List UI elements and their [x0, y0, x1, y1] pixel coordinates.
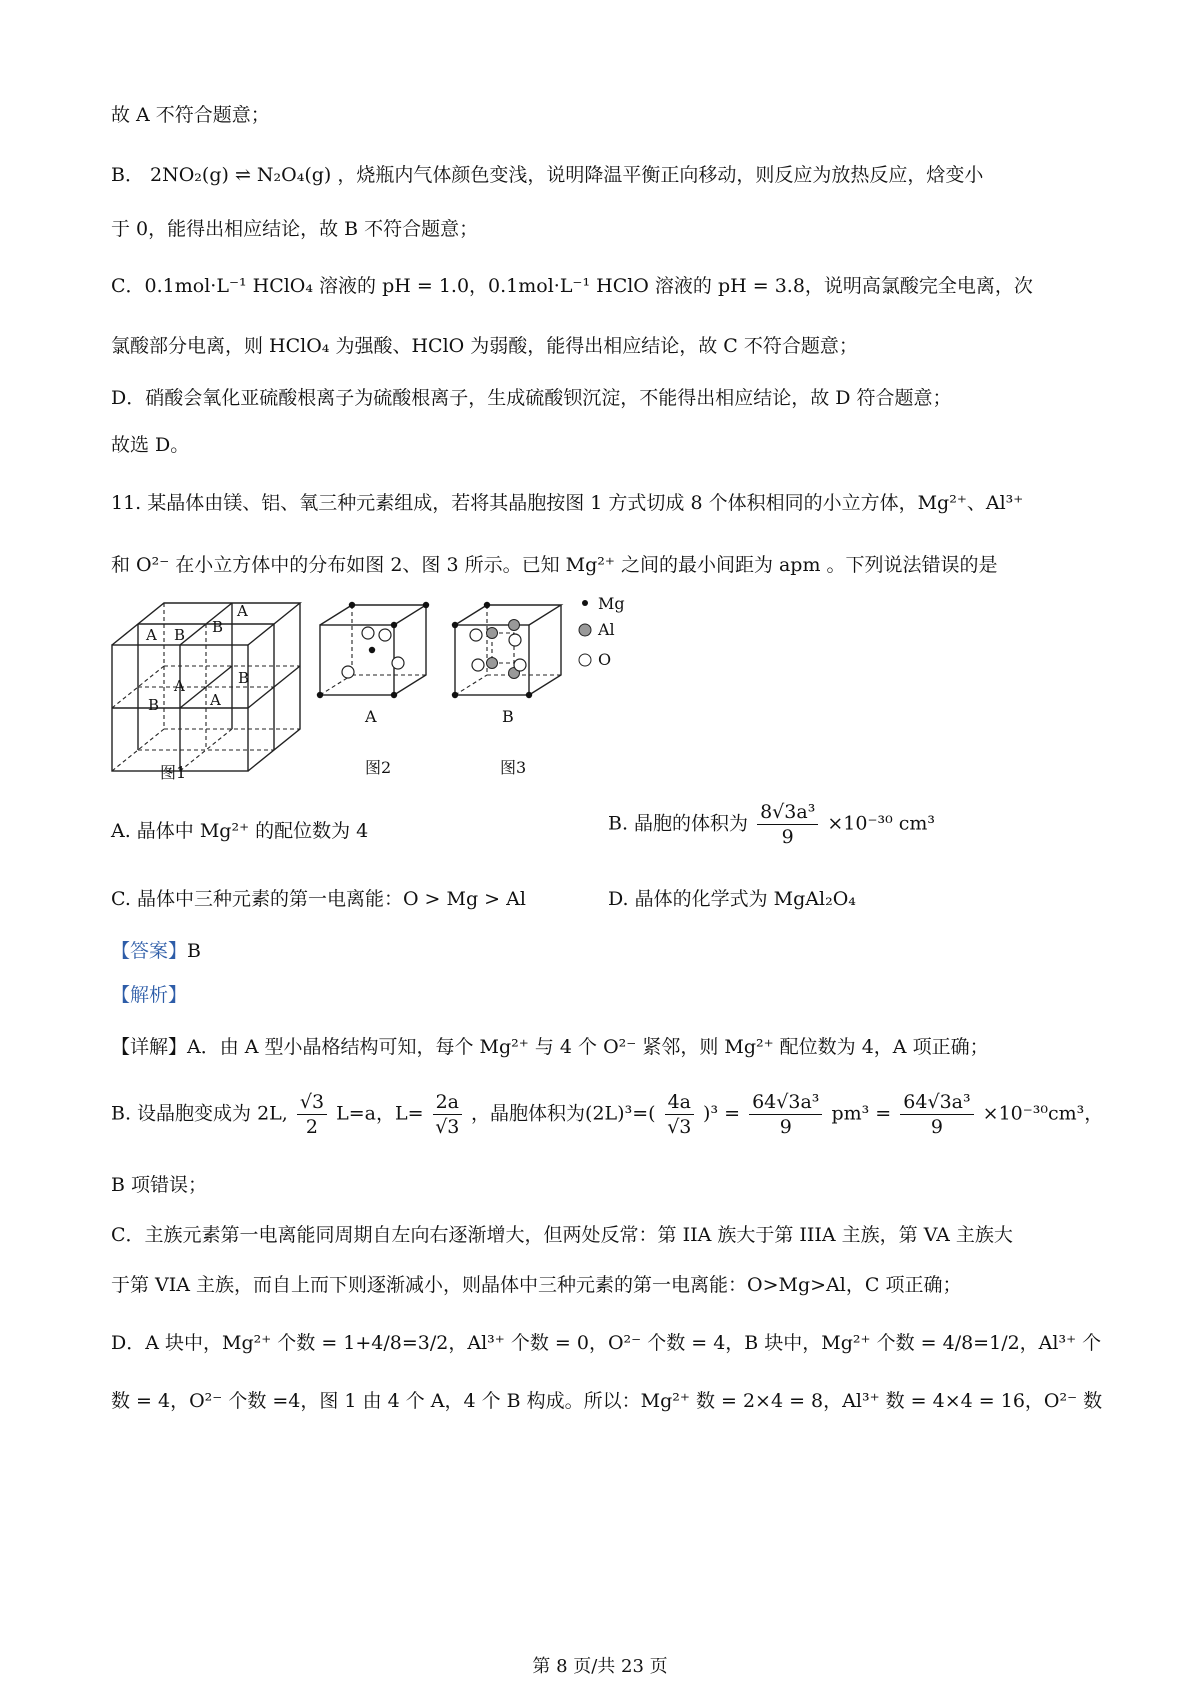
fig3-sublabel: B — [502, 707, 514, 726]
answer-line — [111, 938, 201, 964]
text-span: )³ = — [703, 1102, 741, 1125]
text-line: D．硝酸会氧化亚硫酸根离子为硫酸根离子，生成硫酸钡沉淀，不能得出相应结论，故 D 符合题意； — [111, 387, 952, 409]
cube-label: B — [148, 696, 160, 714]
text-span: ×10⁻³⁰cm³， — [982, 1102, 1104, 1125]
option-b-unit: ×10⁻³⁰ cm³ — [827, 812, 936, 835]
cube-label: A — [146, 626, 157, 644]
option-label: B． — [111, 164, 144, 186]
page-footer: 第 8 页/共 23 页 — [532, 1656, 668, 1677]
detail-line: 【详解】A．由 A 型小晶格结构可知，每个 Mg²⁺ 与 4 个 O²⁻ 紧邻，则 Mg²⁺ 配位数为 4，A 项正确； — [111, 1036, 989, 1058]
cube-label: A — [237, 602, 248, 620]
text-line: C．0.1mol·L⁻¹ HClO₄ 溶液的 pH = 1.0，0.1mol·L⁻¹ HClO 溶液的 pH = 3.8，说明高氯酸完全电离，次 — [111, 275, 1033, 297]
cube-label: B — [174, 626, 186, 644]
answer-value: B — [187, 940, 201, 962]
option-a: A. 晶体中 Mg²⁺ 的配位数为 4 — [111, 820, 369, 842]
fraction-denominator: √3 — [435, 1116, 460, 1138]
fraction-numerator: 2a — [433, 1090, 462, 1115]
detail-line: C．主族元素第一电离能同周期自左向右逐渐增大，但两处反常：第 IIA 族大于第 IIIA 主族，第 VA 主族大 — [111, 1224, 1013, 1246]
option-c: C. 晶体中三种元素的第一电离能：O > Mg > Al — [111, 888, 526, 910]
fig2-caption: 图2 — [365, 758, 392, 777]
fraction-numerator: 64√3a³ — [900, 1090, 973, 1115]
legend-al-label: Al — [598, 620, 615, 639]
text-line: 氯酸部分电离，则 HClO₄ 为强酸、HClO 为弱酸，能得出相应结论，故 C 不符合题意； — [111, 335, 858, 357]
fraction-denominator: 9 — [781, 826, 794, 848]
figure-3 — [455, 605, 561, 695]
detail-line: D．A 块中，Mg²⁺ 个数 = 1+4/8=3/2，Al³⁺ 个数 = 0，O²⁻ 个数 = 4，B 块中，Mg²⁺ 个数 = 4/8=1/2，Al³⁺ 个 — [111, 1332, 1102, 1354]
legend-al-dot — [579, 624, 591, 636]
answer-tag: 【答案】 — [111, 940, 188, 962]
detail-line: 数 = 4，O²⁻ 个数 =4，图 1 由 4 个 A，4 个 B 构成。所以：Mg²⁺ 数 = 2×4 = 8，Al³⁺ 数 = 4×4 = 16，O²⁻ 数 — [111, 1390, 1103, 1412]
fig2-sublabel: A — [365, 707, 377, 726]
legend-o-label: O — [598, 650, 612, 669]
cube-label: B — [212, 618, 224, 636]
fraction-denominator: √3 — [667, 1116, 692, 1138]
detail-line: B 项错误； — [111, 1174, 208, 1196]
fraction-numerator: 64√3a³ — [749, 1090, 822, 1115]
analysis-tag: 【解析】 — [111, 984, 188, 1006]
text-span: pm³ = — [831, 1102, 892, 1125]
legend-mg-dot — [582, 600, 588, 606]
question-text: 和 O²⁻ 在小立方体中的分布如图 2、图 3 所示。已知 Mg²⁺ 之间的最小间距为 apm 。下列说法错误的是 — [111, 554, 998, 576]
text-line — [111, 162, 983, 188]
fraction — [900, 1090, 973, 1139]
fraction-denominator: 2 — [305, 1116, 319, 1138]
fraction-numerator: 8√3a³ — [757, 800, 818, 825]
fig1-caption: 图1 — [160, 763, 187, 782]
fraction — [757, 800, 818, 849]
legend-mg-label: Mg — [598, 594, 625, 613]
cube-label: A — [174, 677, 185, 695]
cube-label: A — [210, 691, 221, 709]
option-d: D. 晶体的化学式为 MgAl₂O₄ — [608, 888, 856, 910]
text-line: 故选 D。 — [111, 434, 190, 456]
option-b-text: B. 晶胞的体积为 — [608, 812, 749, 835]
question-text: 11. 某晶体由镁、铝、氧三种元素组成，若将其晶胞按图 1 方式切成 8 个体积相同的小立方体，Mg²⁺、Al³⁺ — [111, 492, 1024, 514]
legend-o-dot — [579, 654, 591, 666]
option-b — [608, 800, 935, 849]
cube-label: B — [238, 669, 250, 687]
text-span: L=a，L= — [336, 1102, 424, 1125]
fraction — [297, 1090, 327, 1139]
text-span: ，烧瓶内气体颜色变浅，说明降温平衡正向移动，则反应为放热反应，焓变小 — [337, 164, 984, 186]
fraction — [433, 1090, 462, 1139]
fraction-denominator: 9 — [779, 1116, 792, 1138]
text-span: B. 设晶胞变成为 2L, — [111, 1102, 288, 1125]
text-line: 于 0，能得出相应结论，故 B 不符合题意； — [111, 218, 479, 240]
equation: 2NO₂(g) ⇌ N₂O₄(g) — [150, 164, 332, 186]
text-line: 故 A 不符合题意； — [111, 104, 270, 126]
fraction-numerator: √3 — [297, 1090, 327, 1115]
fraction — [749, 1090, 822, 1139]
fraction — [665, 1090, 694, 1139]
text-span: ，晶胞体积为(2L)³=( — [471, 1102, 656, 1125]
fraction-denominator: 9 — [930, 1116, 943, 1138]
legend — [579, 600, 591, 666]
fraction-numerator: 4a — [665, 1090, 694, 1115]
detail-line-b — [111, 1090, 1103, 1139]
detail-line: 于第 VIA 主族，而自上而下则逐渐减小，则晶体中三种元素的第一电离能：O>Mg>Al，C 项正确； — [111, 1274, 962, 1296]
fig3-caption: 图3 — [500, 758, 527, 777]
